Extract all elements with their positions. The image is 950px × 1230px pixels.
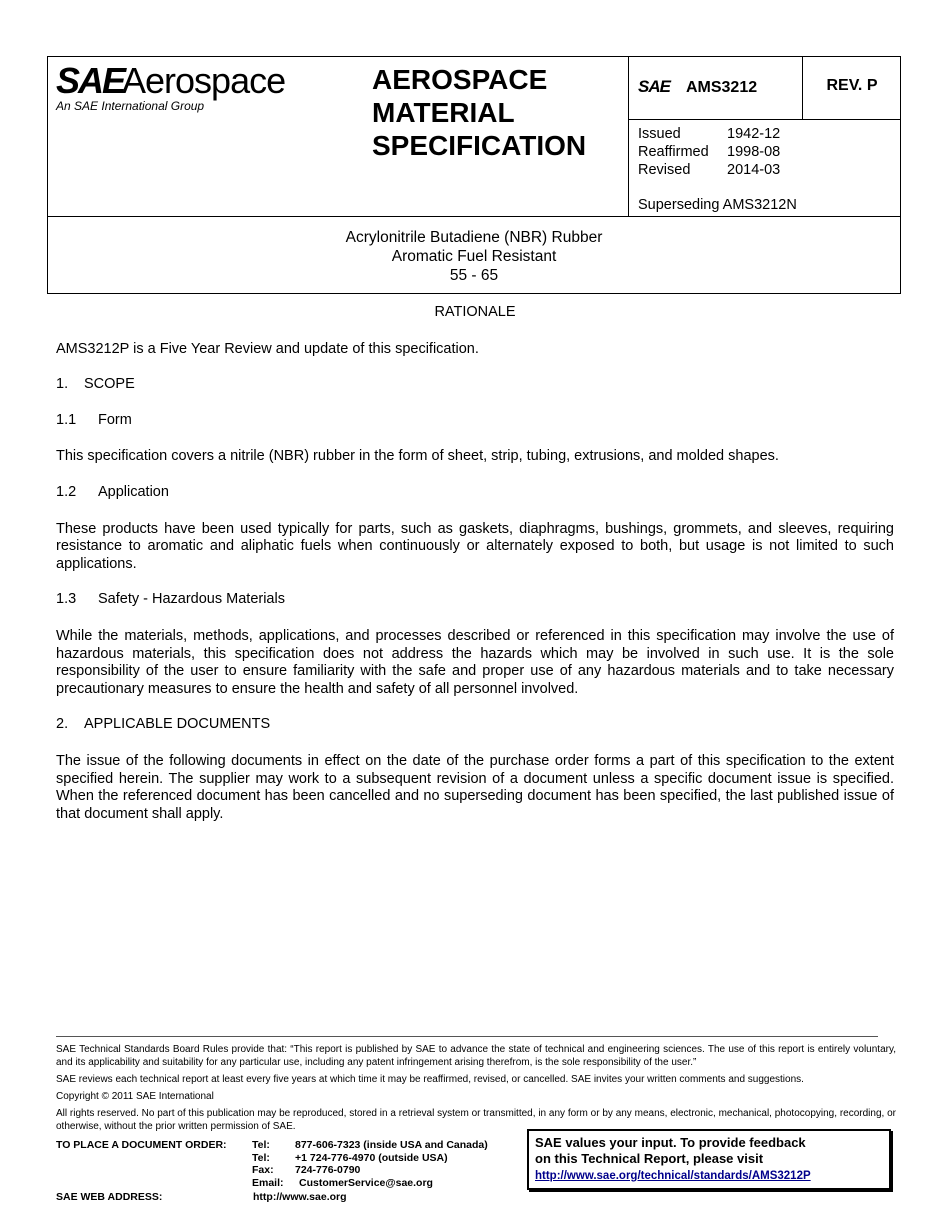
web-label: SAE WEB ADDRESS: [56,1191,163,1203]
header-divider [628,57,629,216]
rationale-text: AMS3212P is a Five Year Review and update of this specification. [56,340,479,357]
contact-label: Tel: [252,1139,270,1151]
header-divider [628,119,900,120]
document-body [56,304,894,823]
contact-label: Tel: [252,1151,270,1164]
logo-subtitle: An SAE International Group [56,99,205,113]
contact-value[interactable]: CustomerService@sae.org [299,1176,433,1189]
paragraph: These products have been used typically for parts, such as gaskets, diaphragms, bushings, grommets, and sleeves, requiring resistance to aromatic and aliphatic fuels when continuously or alternately exposed to both, but usage is not limited to such applications. [56,520,894,572]
contact-label: Email: [252,1176,284,1189]
feedback-box [527,1129,891,1190]
section-number: 1.3 [56,591,77,608]
section-number: 1. [56,376,69,393]
header-box [47,56,901,294]
section-heading [56,376,894,394]
section-title: Form [98,411,132,428]
date-row [638,143,797,161]
date-value: 2014-03 [727,162,781,178]
date-label: Reaffirmed [638,144,709,160]
footer-divider [56,1036,878,1037]
title-line: SPECIFICATION [372,130,587,161]
section-heading [56,591,894,609]
feedback-line: on this Technical Report, please visit [535,1151,764,1166]
paragraph: While the materials, methods, applications, and processes described or referenced in this specification may involve the use of hazardous materials, this specification does not address the hazards which may be involved in such use. It is the sole responsibility of the user to ensure familiarity with the safe and proper use of any hazardous materials and to take necessary precautionary measures to ensure the health and safety of all personnel involved. [56,627,894,697]
section-number: 1.1 [56,411,77,428]
paragraph: This specification covers a nitrile (NBR) rubber in the form of sheet, strip, tubing, extrusions, and molded shapes. [56,448,779,465]
contact-value: 724-776-0790 [295,1164,361,1177]
subtitle-line: Aromatic Fuel Resistant [391,248,557,265]
section-number: 2. [56,716,69,733]
section-number: 1.2 [56,483,77,500]
date-value: 1942-12 [727,126,781,142]
superseding: Superseding AMS3212N [638,197,797,213]
section-heading [56,412,894,430]
rationale-heading: RATIONALE [434,304,516,320]
subtitle-line: 55 - 65 [449,267,499,284]
date-row [638,125,797,143]
date-row [638,161,797,179]
date-value: 1998-08 [727,144,781,160]
section-heading [56,484,894,502]
web-address [56,1191,347,1203]
section-title: Safety - Hazardous Materials [98,591,285,608]
section-title: Application [98,483,169,500]
title-line: MATERIAL [372,97,515,128]
paragraph: The issue of the following documents in effect on the date of the purchase order forms a part of this specification to the extent specified herein. The supplier may work to a subsequent revision of a document unless a specific document issue is specified. When the referenced document has been cancelled and no superseding document has been specified, the last published issue of that document shall apply. [56,752,894,822]
section-heading [56,716,894,734]
logo-aerospace: Aerospace [122,60,286,101]
revision: REV. P [826,77,878,94]
title-line: AEROSPACE [372,64,548,95]
material-subtitle [48,228,900,285]
date-block [638,125,797,214]
footer-rules-text: SAE Technical Standards Board Rules provide that: “This report is published by SAE to advance the state of technical and engineering sciences. The use of this report is entirely voluntary, and its applicability and suitability for any particular use, including any patent infringement arising therefrom, is the sole responsibility of the user.” [56,1044,896,1068]
sae-aerospace-logo [56,61,356,117]
header-divider [48,216,900,217]
date-label: Revised [638,162,691,178]
feedback-line: SAE values your input. To provide feedback [535,1135,806,1150]
section-title: APPLICABLE DOCUMENTS [84,716,271,733]
contact-values [295,1139,555,1189]
footer-review-text: SAE reviews each technical report at least every five years at which time it may be reaffirmed, revised, or cancelled. SAE invites your written comments and suggestions. [56,1074,804,1085]
footer-rights-text: All rights reserved. No part of this publication may be reproduced, stored in a retrieval system or transmitted, in any form or by any means, electronic, mechanical, photocopying, recording, or otherwise, without the prior written permission of SAE. [56,1108,896,1132]
logo-sae: SAE [56,60,125,101]
document-number: AMS3212 [685,79,758,96]
footer-copyright: Copyright © 2011 SAE International [56,1091,214,1102]
date-label: Issued [638,126,681,142]
sae-mini-logo: SAE [638,77,670,96]
web-url[interactable]: http://www.sae.org [253,1191,347,1203]
feedback-link[interactable]: http://www.sae.org/technical/standards/AMS3212P [535,1170,811,1182]
contact-labels [252,1139,298,1189]
section-title: SCOPE [84,376,135,393]
contact-label: Fax: [252,1164,274,1177]
document-type-title [372,63,586,162]
contact-value: +1 724-776-4970 (outside USA) [295,1151,448,1164]
contact-value: 877-606-7323 (inside USA and Canada) [295,1139,488,1151]
order-label: TO PLACE A DOCUMENT ORDER: [56,1139,227,1151]
document-number-cell [638,77,798,97]
subtitle-line: Acrylonitrile Butadiene (NBR) Rubber [345,229,603,246]
